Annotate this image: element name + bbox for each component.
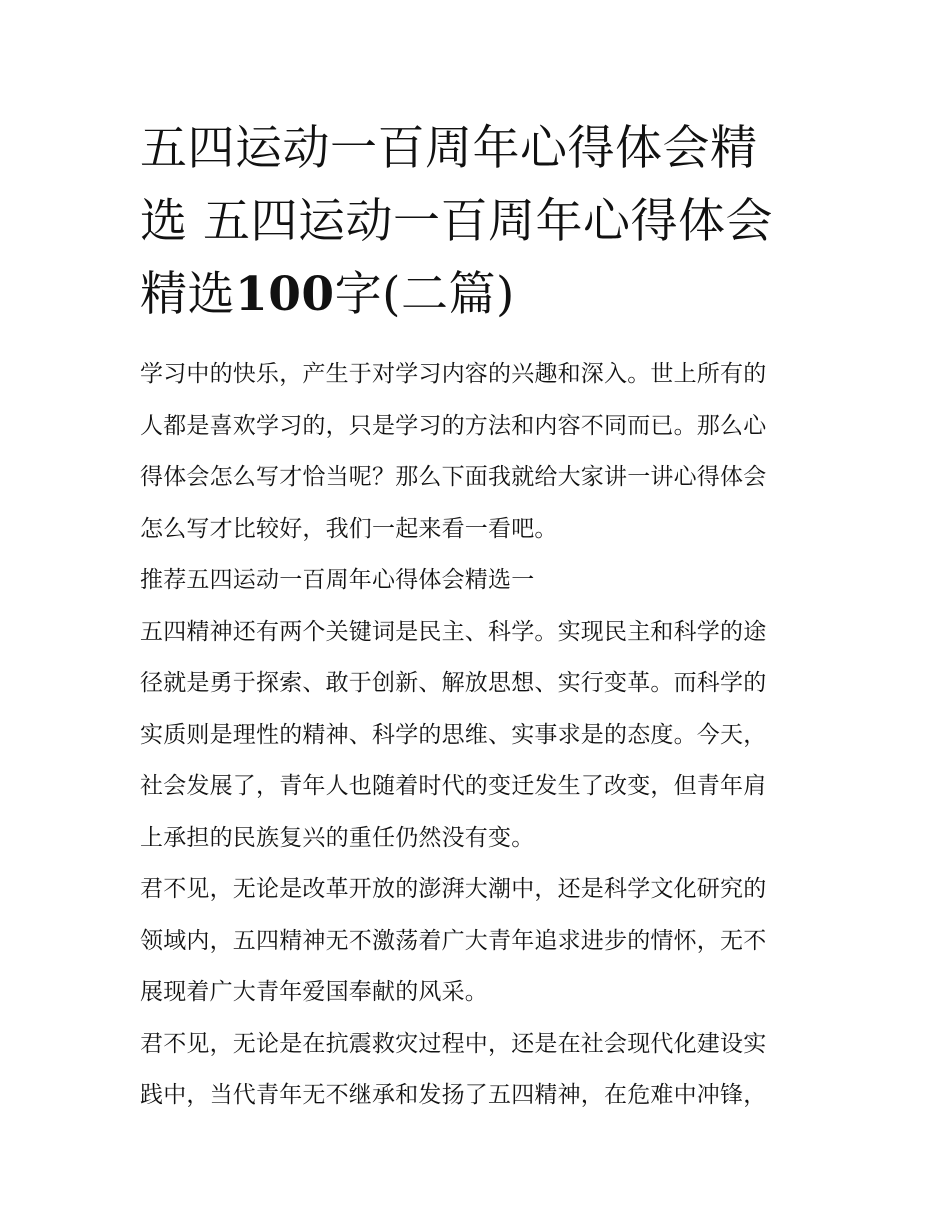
text-line: 上承担的民族复兴的重任仍然没有变。	[140, 824, 535, 851]
text-line: 君不见，无论是改革开放的澎湃大潮中，还是科学文化研究的	[140, 876, 767, 902]
body-paragraph	[140, 1019, 812, 1122]
text-line: 展现着广大青年爱国奉献的风采。	[140, 979, 488, 1005]
text-line: 社会发展了，青年人也随着时代的变迁发生了改变，但青年肩	[140, 773, 767, 799]
text-line: 径就是勇于探索、敢于创新、解放思想、实行变革。而科学的	[140, 670, 767, 696]
text-line: 人都是喜欢学习的，只是学习的方法和内容不同而已。那么心	[140, 412, 767, 439]
document-title	[140, 112, 812, 331]
text-line: 推荐五四运动一百周年心得体会精选一	[140, 567, 535, 593]
body-paragraph	[140, 607, 812, 865]
text-line: 怎么写才比较好，我们一起来看一看吧。	[140, 515, 558, 542]
text-line: 践中，当代青年无不继承和发扬了五四精神，在危难中冲锋，	[140, 1082, 767, 1108]
section-heading	[140, 555, 812, 607]
text-line: 学习中的快乐，产生于对学习内容的兴趣和深入。世上所有的	[140, 361, 767, 387]
intro-paragraph	[140, 349, 812, 555]
title-line: 精选100字(二篇)	[140, 267, 515, 322]
text-line: 领域内，五四精神无不激荡着广大青年追求进步的情怀，无不	[140, 927, 767, 954]
document-page	[140, 112, 812, 1122]
text-line: 实质则是理性的精神、科学的思维、实事求是的态度。今天，	[140, 721, 767, 748]
body-paragraph	[140, 864, 812, 1019]
text-line: 君不见，无论是在抗震救灾过程中，还是在社会现代化建设实	[140, 1030, 767, 1057]
text-line: 五四精神还有两个关键词是民主、科学。实现民主和科学的途	[140, 618, 767, 645]
text-line: 得体会怎么写才恰当呢？那么下面我就给大家讲一讲心得体会	[140, 464, 767, 490]
title-line: 五四运动一百周年心得体会精	[140, 121, 758, 176]
document-body	[140, 349, 812, 1122]
title-line: 选 五四运动一百周年心得体会	[140, 194, 773, 249]
